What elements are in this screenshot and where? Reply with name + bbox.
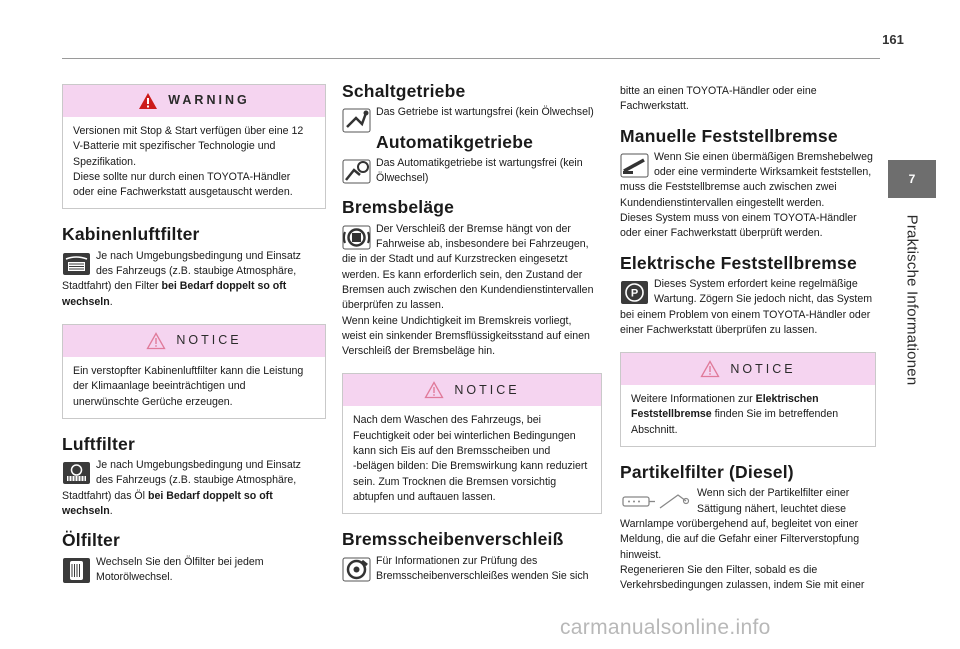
text-line: werden. Es kann erforderlich sein, den Zustand der [342,268,583,281]
oil-filter-icon [62,557,91,584]
text-line: muss die Feststellbremse auch zwischen zwei [620,181,837,194]
warning-box-header [63,85,325,117]
particle-filter-warning-icon [620,488,692,515]
notice-box-header [343,374,601,406]
notice-box-header [621,353,875,385]
warning-line: Spezifikation. [73,155,137,168]
warning-line: V-Batterie mit spezifischer Technologie und [73,140,276,153]
handbrake-lever-icon [620,152,649,179]
text-line: Motorölwechsel. [96,570,173,583]
text-line: Verschleiß der Bremsbeläge hin. [342,345,496,358]
emphasis: wechseln [62,505,110,518]
notice-line: abtupfen und auftauen lassen. [353,490,496,503]
notice-line: -belägen bilden: Die Bremswirkung kann reduziert [353,460,588,473]
header-rule [62,58,880,59]
notice-line: sein. Zum Trocknen die Bremsen vorsichtig [353,475,557,488]
emphasis: wechseln [62,295,110,308]
manual-gearbox-heading: Schaltgetriebe [342,81,466,101]
electric-parking-brake-icon [620,279,649,306]
notice-title: NOTICE [454,382,520,397]
text-end: . [109,505,113,518]
text-line: die in der Stadt und auf Kurzstrecken eingesetzt [342,253,568,266]
electric-parking-brake-heading: Elektrische Feststellbremse [620,252,857,273]
notice-line: Weitere Informationen zur [631,393,756,406]
warning-title: WARNING [168,93,250,108]
notice-box [342,373,602,514]
text-line: Dieses System erfordert keine regelmäßige [654,277,858,290]
brake-disc-icon [342,556,371,583]
brake-pads-text [342,222,602,360]
notice-triangle-icon [424,381,444,399]
disc-wear-text [342,554,602,585]
emphasis: Feststellbremse [631,408,712,421]
text-line: Wartung. Zögern Sie jedoch nicht, das System [654,293,873,306]
notice-triangle-icon [700,360,720,378]
text-line: überprüfen zu lassen. [342,299,444,312]
chapter-tab: 7 [888,160,936,198]
particle-filter-heading: Partikelfilter (Diesel) [620,462,794,483]
text-line: Wenn keine Undichtigkeit im Bremskreis vorliegt, [342,314,572,327]
notice-line: unerwünschte Gerüche erzeugen. [73,395,233,408]
brake-pads-heading: Bremsbeläge [342,197,455,218]
text-line: oder einer Fachwerkstatt überprüft werden. [620,227,823,240]
particle-filter-text [620,486,876,593]
automatic-gearbox-heading: Automatikgetriebe [376,131,534,152]
text-line: Der Verschleiß der Bremse hängt von der [376,222,571,235]
text-line: Warnlampe vorübergehend auf, begleitet von einer [620,517,859,530]
text-line: Fachwerkstatt. [620,100,689,113]
text-line: Bremsscheibenverschleißes wenden Sie sich [376,569,589,582]
notice-line: Abschnitt. [631,423,678,436]
text-line: hinweist. [620,548,662,561]
automatic-gearbox-icon [342,158,371,185]
text-line: weist ein sinkender Bremsflüssigkeitsstand auf einen [342,329,590,342]
text-line: Wechseln Sie den Ölfilter bei jedem [96,555,264,568]
emphasis: bei Bedarf doppelt so oft [147,489,273,502]
text-line: oder eine verminderte Wirksamkeit feststellen, [654,166,872,179]
notice-line: kann sich Eis auf den Bremsscheiben und [353,445,551,458]
disc-wear-heading: Bremsscheibenverschleiß [342,529,564,550]
svg-text:P: P [630,287,639,300]
text-line: Verkehrsbedingungen zulassen, indem Sie mit einer [620,579,865,592]
text-line: Regenerieren Sie den Filter, sobald es die [620,563,818,576]
text-line: Wenn Sie einen übermäßigen Bremshebelweg [654,150,873,163]
notice-title: NOTICE [730,361,796,376]
brake-pad-icon [342,224,371,251]
manual-gearbox-text [342,105,602,120]
notice-line: der Klimaanlage beeinträchtigen und [73,380,246,393]
notice-line: Feuchtigkeit oder bei winterlichen Bedingungen [353,429,576,442]
text-line: Je nach Umgebungsbedingung und Einsatz [96,459,301,472]
notice-title: NOTICE [176,333,242,348]
text-line: Wenn sich der Partikelfilter einer [697,487,850,500]
cabin-filter-text [62,249,326,310]
air-filter-text [62,458,326,519]
watermark: carmanualsonline.info [560,616,771,639]
notice-box-header [63,325,325,357]
warning-triangle-icon [138,92,158,110]
notice-box [62,324,326,419]
warning-line: Versionen mit Stop & Start verfügen über eine 12 [73,125,304,137]
notice-box [620,352,876,447]
automatic-gearbox-text [342,156,602,187]
warning-box [62,84,326,209]
text-line: Kundendienstintervallen eingestellt werden. [620,196,825,209]
emphasis: Elektrischen [755,393,819,406]
notice-line: Ein verstopfter Kabinenluftfilter kann die Leistung [73,364,304,377]
cabin-filter-heading: Kabinenluftfilter [62,224,200,245]
chapter-title [888,205,936,395]
text-line: bei einem Problem von einem TOYOTA-Händler oder [620,308,871,321]
text-line: Je nach Umgebungsbedingung und Einsatz [96,249,301,262]
text-line: Stadtfahrt) das Öl [62,489,148,502]
oil-filter-heading: Ölfilter [62,530,120,551]
left-column [62,84,326,599]
cabin-filter-icon [62,251,91,278]
right-column [620,84,876,607]
text-line: des Fahrzeugs (z.B. staubige Atmosphäre, [96,474,297,487]
notice-triangle-icon [146,332,166,350]
air-filter-icon [62,460,91,487]
text-line: Stadtfahrt) den Filter [62,280,162,293]
text-end: . [109,295,113,308]
continued-text [620,84,876,115]
manual-parking-brake-heading: Manuelle Feststellbremse [620,125,838,146]
air-filter-heading: Luftfilter [62,433,135,454]
text-line: bitte an einen TOYOTA-Händler oder eine [620,85,817,97]
page-number: 161 [882,32,904,47]
warning-line: oder eine Fachwerkstatt ausgetauscht werden. [73,186,293,199]
manual-parking-brake-text [620,150,876,242]
text-line: des Fahrzeugs (z.B. staubige Atmosphäre, [96,265,297,278]
text-line: Ölwechsel) [376,172,429,185]
manual-gearbox-icon [342,107,371,134]
emphasis: bei Bedarf doppelt so oft [161,280,287,293]
text-line: Meldung, die auf die Gefahr einer Filterverstopfung [620,533,860,546]
text-line: Sättigung nähert, leuchtet diese [697,502,847,515]
electric-parking-brake-text [620,277,876,338]
chapter-title-text: Praktische Informationen [903,214,921,386]
text-line: Das Automatikgetriebe ist wartungsfrei (kein [376,156,583,169]
text-line: Dieses System muss von einem TOYOTA-Händler [620,212,857,225]
notice-line: Nach dem Waschen des Fahrzeugs, bei [353,414,542,427]
text-line: Bremsen auch zwischen den Kundendienstintervallen [342,283,594,296]
middle-column [342,81,602,598]
warning-line: Diese sollte nur durch einen TOYOTA-Händler [73,170,291,183]
text-line: Fahrweise ab, insbesondere bei Fahrzeugen, [376,238,589,251]
oil-filter-text [62,555,326,586]
text-line: Für Informationen zur Prüfung des [376,554,538,567]
notice-line: finden Sie im betreffenden [711,408,839,421]
text-line: einer Fachwerkstatt überprüfen zu lassen. [620,323,818,336]
text-line: Das Getriebe ist wartungsfrei (kein Ölwechsel) [376,106,594,119]
